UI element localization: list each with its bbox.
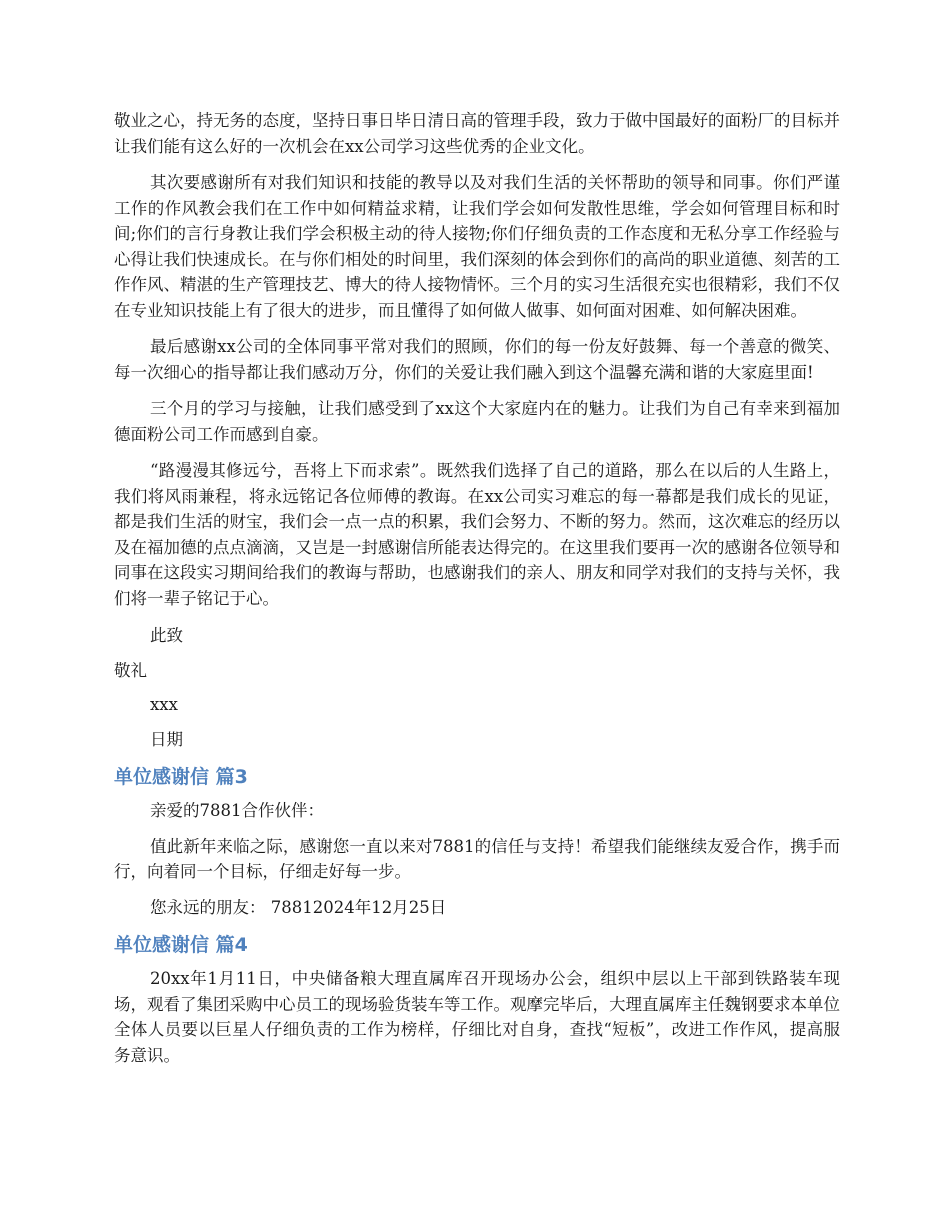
- section3-greeting: 亲爱的7881合作伙伴：: [150, 801, 324, 820]
- section4-body: 20xx年1月11日，中央储备粮大理直属库召开现场办公会，组织中层以上干部到铁路装车现场，观看了集团采购中心员工的现场验货装车等工作。观摩完毕后，大理直属库主任魏钢要求本单位全体人员要以巨星人仔细负责的工作为榜样，仔细比对自身，查找“短板”，改进工作作风，提高服务意识。: [114, 969, 840, 1065]
- section3-body: 值此新年来临之际，感谢您一直以来对7881的信任与支持！希望我们能继续友爱合作，携手而行，向着同一个目标，仔细走好每一步。: [114, 836, 840, 881]
- closing-salutation: 此致: [150, 626, 183, 645]
- paragraph-continuation: 敬业之心，持无务的态度，坚持日事日毕日清日高的管理手段，致力于做中国最好的面粉厂的目标并让我们能有这么好的一次机会在xx公司学习这些优秀的企业文化。: [114, 111, 840, 156]
- section3-sign: 您永远的朋友： 78812024年12月25日: [150, 897, 447, 917]
- closing-signature: xxx: [150, 695, 178, 714]
- paragraph-quote: “路漫漫其修远兮，吾将上下而求索”。既然我们选择了自己的道路，那么在以后的人生路上，我们将风雨兼程，将永远铭记各位师傅的教诲。在xx公司实习难忘的每一幕都是我们成长的见证，都是我们生活的财宝，我们会一点一点的积累，我们会努力、不断的努力。然而，这次难忘的经历以及在福加德的点点滴滴，又岂是一封感谢信所能表达得完的。在这里我们要再一次的感谢各位领导和同事在这段实习期间给我们的教诲与帮助，也感谢我们的亲人、朋友和同学对我们的支持与关怀，我们将一辈子铭记于心。: [114, 461, 840, 608]
- paragraph-thanks-colleagues: 其次要感谢所有对我们知识和技能的教导以及对我们生活的关怀帮助的领导和同事。你们严谨工作的作风教会我们在工作中如何精益求精，让我们学会如何发散性思维，学会如何管理目标和时间;你们的言行身教让我们学会积极主动的待人接物;你们仔细负责的工作态度和无私分享工作经验与心得让我们快速成长。在与你们相处的时间里，我们深刻的体会到你们的高尚的职业道德、刻苦的工作作风、精湛的生产管理技艺、博大的待人接物情怀。三个月的实习生活很充实也很精彩，我们不仅在专业知识技能上有了很大的进步，而且懂得了如何做人做事、如何面对困难、如何解决困难。: [114, 173, 840, 320]
- closing-date: 日期: [150, 729, 183, 749]
- paragraph-thanks-all-staff: 最后感谢xx公司的全体同事平常对我们的照顾，你们的每一份友好鼓舞、每一个善意的微笑、每一次细心的指导都让我们感动万分，你们的关爱让我们融入到这个温馨充满和谐的大家庭里面!: [114, 337, 840, 382]
- document-page: [114, 108, 840, 1068]
- section-heading-4: 单位感谢信 篇4: [114, 934, 248, 956]
- section-heading-3: 单位感谢信 篇3: [114, 766, 248, 788]
- closing-respect: 敬礼: [114, 660, 147, 680]
- paragraph-three-months: 三个月的学习与接触，让我们感受到了xx这个大家庭内在的魅力。让我们为自己有幸来到福加德面粉公司工作而感到自豪。: [114, 399, 840, 444]
